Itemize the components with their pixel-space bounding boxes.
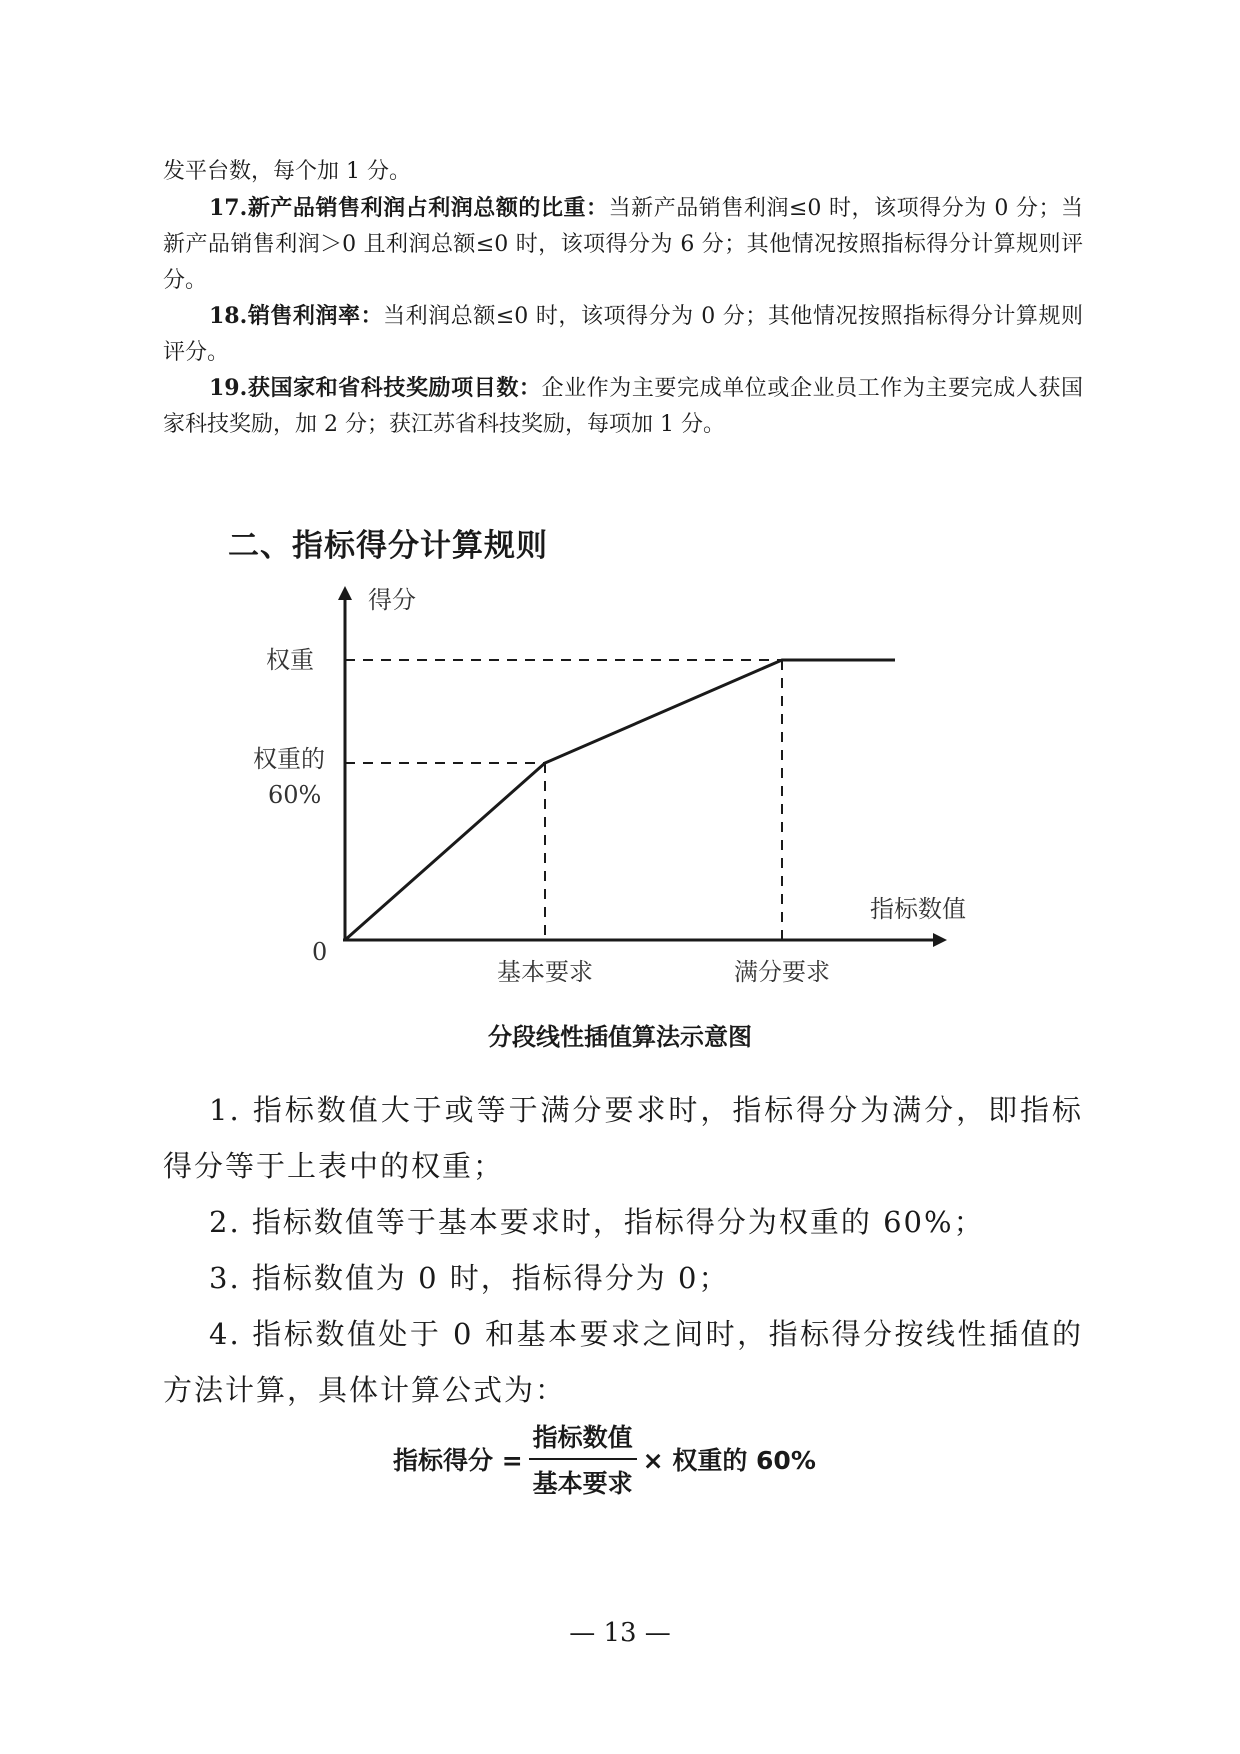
formula-lhs: 指标得分 = [393,1446,523,1475]
rule-1: 1. 指标数值大于或等于满分要求时，指标得分为满分，即指标得分等于上表中的权重； [163,1093,1083,1183]
piecewise-linear-diagram [230,575,990,985]
item-label: 19.获国家和省科技奖励项目数： [209,375,542,401]
item-text: 企业作为主要完成单位或企业员工作为主要完成人获国家科技奖励，加 2 分；获江苏省科技奖励，每项加 1 分。 [163,376,1083,437]
section-heading: 二、指标得分计算规则 [228,528,548,564]
diagram-caption: 分段线性插值算法示意图 [488,1023,752,1051]
paragraph-text: 发平台数，每个加 1 分。 [163,159,411,184]
page-number: — 13 — [569,1618,671,1648]
item-label: 17.新产品销售利润占利润总额的比重： [209,195,609,221]
x-tick-full-label: 满分要求 [734,958,830,985]
formula-denominator: 基本要求 [532,1469,633,1498]
paragraph-continuation [163,154,1083,190]
origin-label: 0 [312,938,328,966]
rule-4: 4. 指标数值处于 0 和基本要求之间时，指标得分按线性插值的方法计算，具体计算公式为： [163,1317,1083,1407]
paragraph-item-19 [163,370,1083,443]
formula-numerator: 指标数值 [529,1418,637,1460]
y-tick-full-label: 权重 [266,646,314,674]
item-label: 18.销售利润率： [209,303,384,329]
y-axis-label: 得分 [368,586,416,614]
paragraph-item-18 [163,298,1083,371]
rule-2: 2. 指标数值等于基本要求时，指标得分为权重的 60%； [209,1205,985,1239]
item-text: 当利润总额≤0 时，该项得分为 0 分；其他情况按照指标得分计算规则评分。 [163,304,1083,365]
score-formula [393,1418,816,1500]
y-tick-partial-label-line1: 权重的 [253,745,325,773]
rule-3: 3. 指标数值为 0 时，指标得分为 0； [209,1261,730,1295]
x-tick-basic-label: 基本要求 [497,958,593,985]
paragraph-item-17 [163,190,1083,299]
y-tick-partial-label-line2: 60% [268,781,322,809]
score-curve [345,660,895,940]
item-text: 当新产品销售利润≤0 时，该项得分为 0 分；当新产品销售利润＞0 且利润总额≤0 时，该项得分为 6 分；其他情况按照指标得分计算规则评分。 [163,196,1083,293]
formula-rhs: × 权重的 60% [642,1446,816,1475]
formula-fraction [529,1418,637,1500]
x-axis-label: 指标数值 [870,895,966,923]
